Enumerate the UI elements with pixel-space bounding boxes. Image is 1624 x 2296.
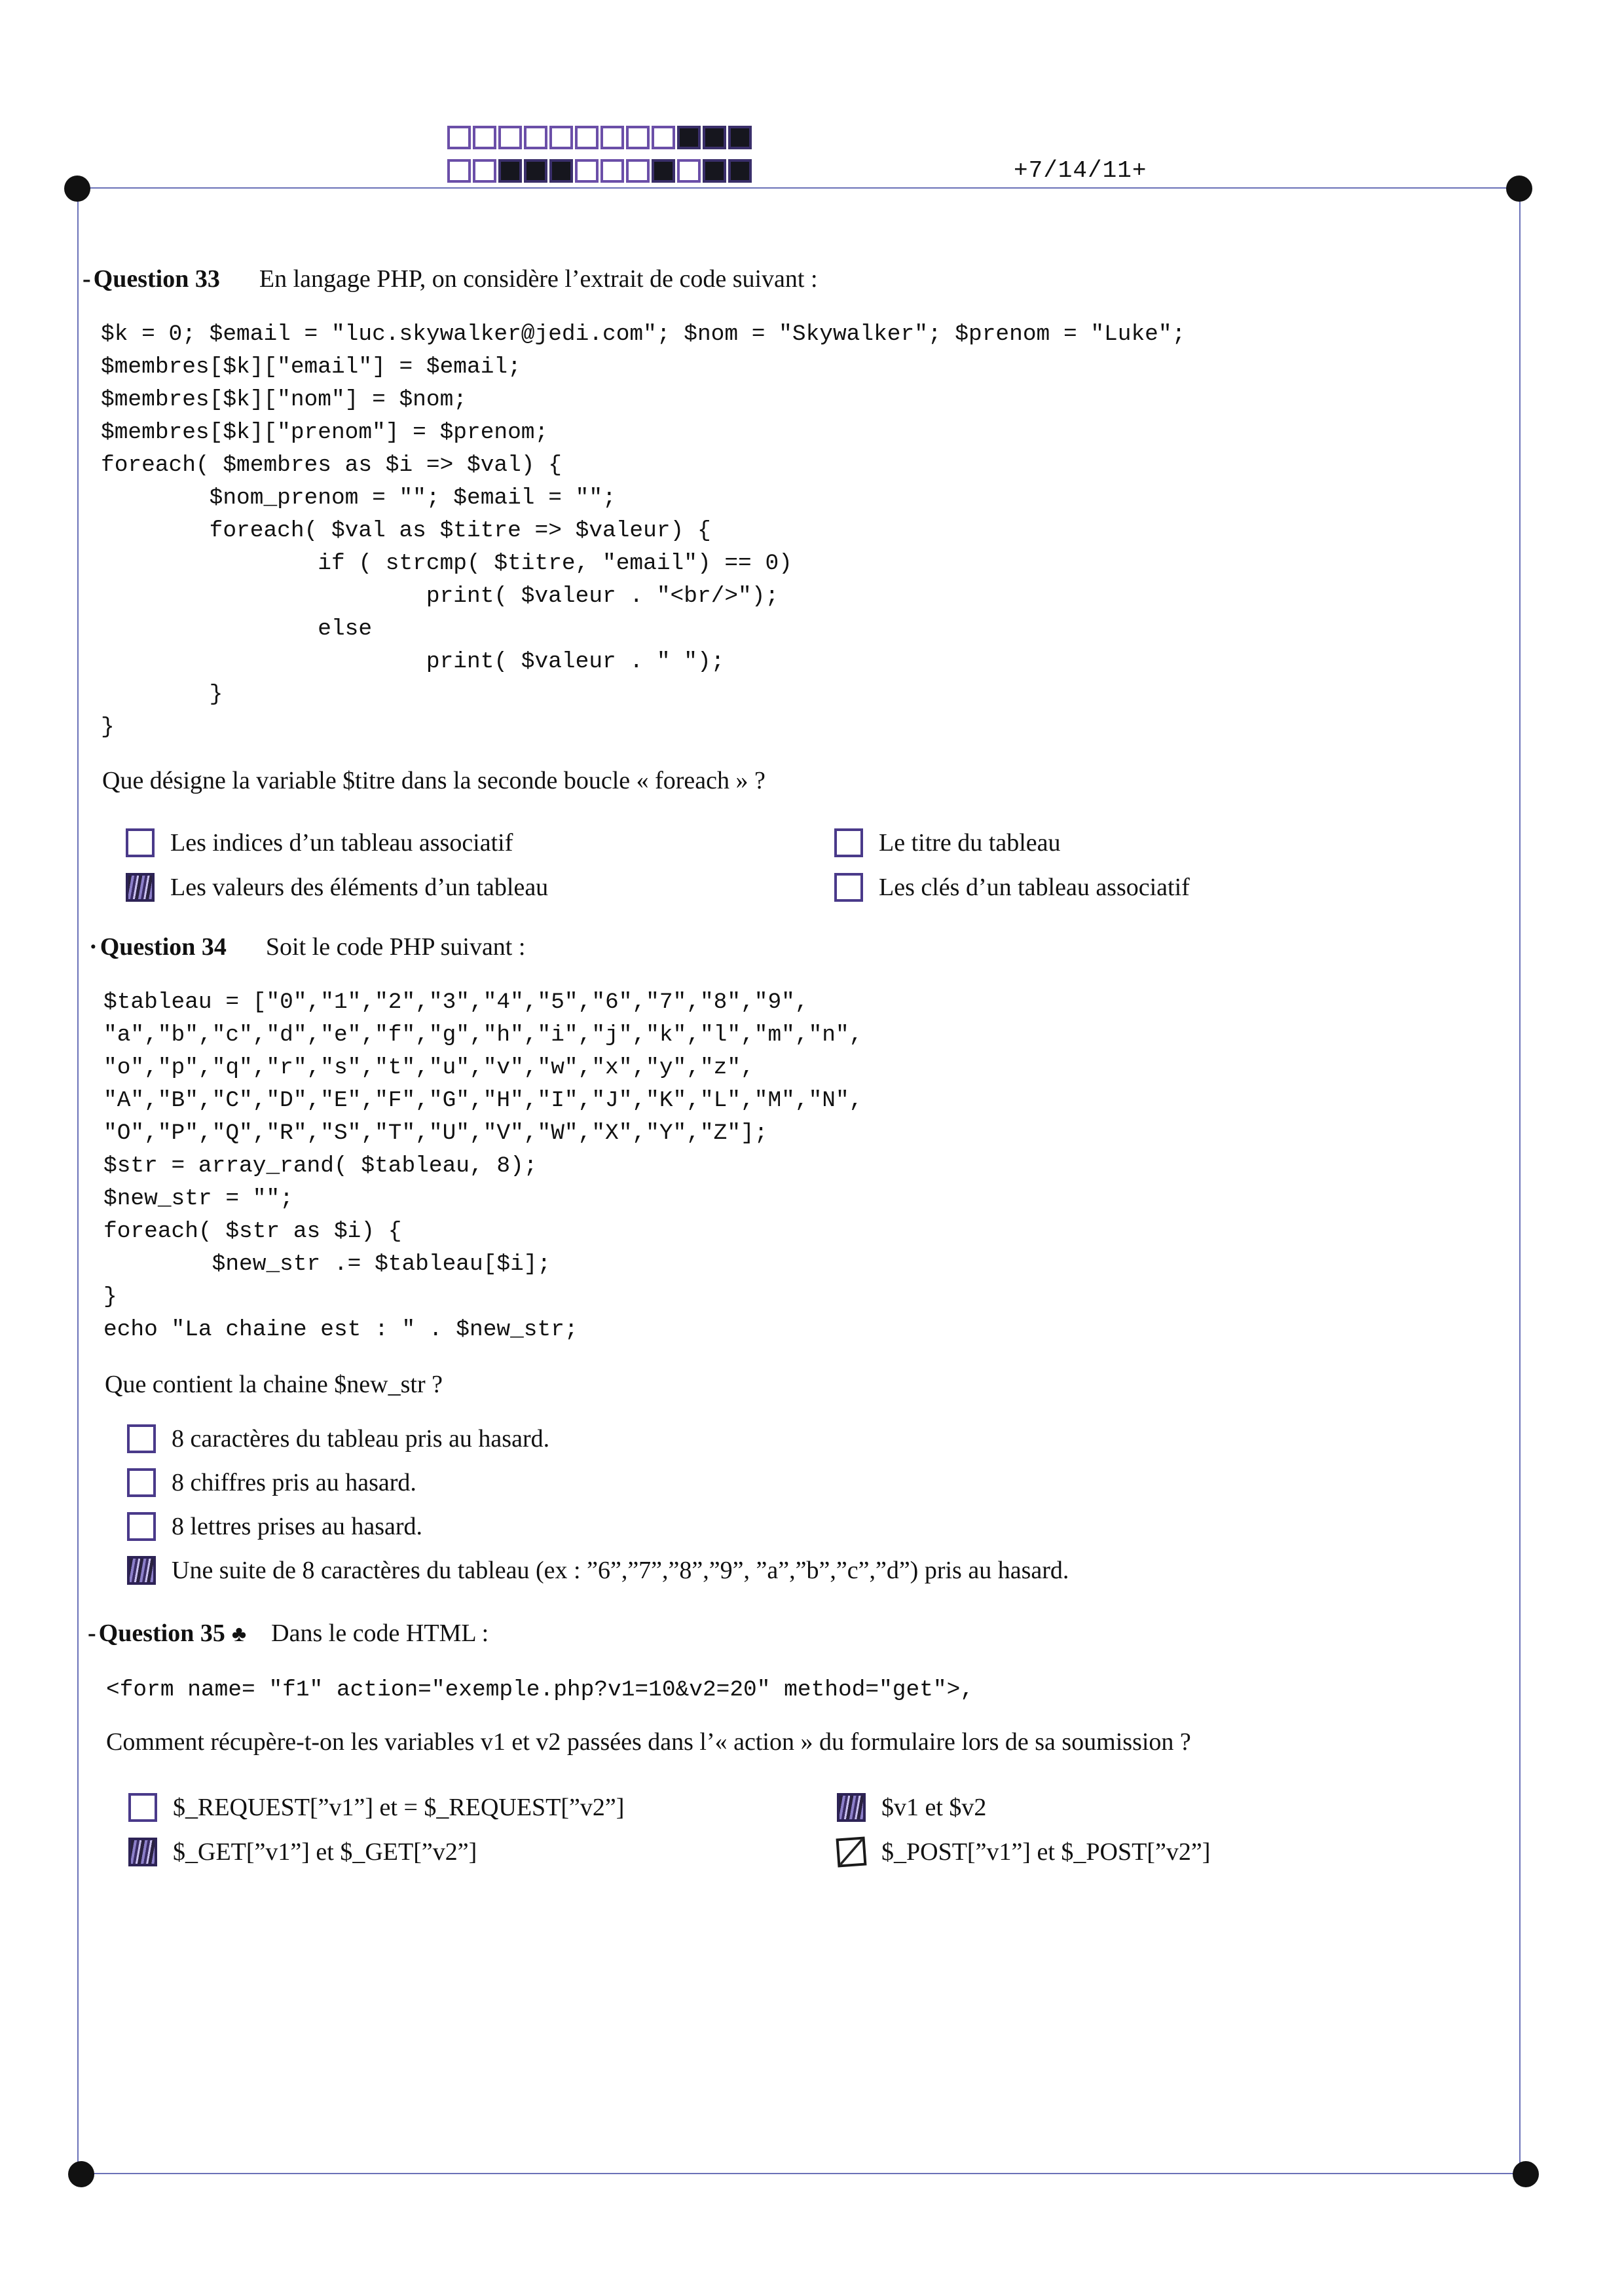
question-34-header [89,933,525,961]
q35-option-post-checkbox[interactable] [836,1837,867,1868]
corner-mark-top-left [64,176,90,202]
question-33-number: Question 33 [93,265,220,293]
q33-option-titre-label: Le titre du tableau [879,829,1061,857]
q35-option-request-checkbox[interactable] [128,1793,157,1822]
id-code-cell [473,159,496,183]
question-34-prompt: Que contient la chaine $new_str ? [105,1371,443,1398]
frame-left-line [77,187,79,2174]
q33-option-cles-checkbox[interactable] [834,873,863,902]
question-35-code: <form name= "f1" action="exemple.php?v1=10&v2=20" method="get">, [106,1677,974,1703]
id-code-cell [524,159,547,183]
q34-option-caracteres-checkbox[interactable] [127,1424,156,1453]
question-35-header [88,1619,489,1648]
q35-option-post[interactable] [837,1838,1210,1866]
id-code-cell [549,126,573,149]
q34-option-lettres[interactable] [127,1512,422,1541]
q33-option-titre[interactable] [834,828,1061,857]
question-35-tick: - [88,1620,96,1647]
id-code-cell [498,126,522,149]
question-34-number: Question 34 [100,933,227,961]
id-code-cell [728,126,752,149]
q33-option-indices-checkbox[interactable] [126,828,155,857]
question-33-tick: - [83,265,91,293]
question-34-code: $tableau = ["0","1","2","3","4","5","6","7","8","9", "a","b","c","d","e","f","g","h","i","j","k","l","m","n", "o","p","q","r","s","t","u","v","w","x","y","z", "A","B","C","D","E","F","G","H","I","J","K","L","M","N", "O","P","Q","R","S","T","U","V","W","X","Y","Z"]; $str = array_rand( $tableau, 8); $new_str = ""; foreach( $str as $i) { $new_str .= $tableau[$i]; } echo "La chaine est : " . $new_str; [103,990,863,1342]
page-code: +7/14/11+ [1014,157,1147,184]
q34-option-chiffres-label: 8 chiffres pris au hasard. [172,1469,416,1496]
q35-option-vars-checkbox[interactable] [837,1793,866,1822]
q33-option-indices[interactable] [126,828,513,857]
question-34-tick: · [89,933,98,961]
q34-option-suite-label: Une suite de 8 caractères du tableau (ex : ”6”,”7”,”8”,”9”, ”a”,”b”,”c”,”d”) pris au hasard. [172,1557,1069,1584]
q35-option-vars[interactable] [837,1793,986,1822]
question-35-intro: Dans le code HTML : [271,1620,489,1647]
corner-mark-top-right [1506,176,1532,202]
q34-option-lettres-checkbox[interactable] [127,1512,156,1541]
frame-right-line [1519,187,1521,2174]
id-code-cell [575,159,599,183]
q34-option-caracteres[interactable] [127,1424,549,1453]
q33-option-titre-checkbox[interactable] [834,828,863,857]
id-code-cell [626,159,650,183]
q33-option-valeurs[interactable] [126,873,548,902]
id-code-cell [447,126,471,149]
id-code-cell [703,126,726,149]
id-code-cell [549,159,573,183]
id-code-cell [652,126,675,149]
q33-option-valeurs-checkbox[interactable] [126,873,155,902]
corner-mark-bottom-left [68,2161,94,2187]
id-code-cell [677,159,701,183]
question-34-intro: Soit le code PHP suivant : [265,933,526,961]
q35-option-request[interactable] [128,1793,624,1822]
id-code-cell [703,159,726,183]
q34-option-chiffres-checkbox[interactable] [127,1468,156,1497]
id-code-cell [600,126,624,149]
club-icon: ♣ [231,1622,247,1646]
question-35-number: Question 35 [98,1620,225,1647]
q33-option-cles-label: Les clés d’un tableau associatif [879,874,1190,901]
id-code-cell [447,159,471,183]
q33-option-indices-label: Les indices d’un tableau associatif [170,829,513,857]
id-code-cell [728,159,752,183]
question-33-intro: En langage PHP, on considère l’extrait de code suivant : [259,265,818,293]
question-33-code: $k = 0; $email = "luc.skywalker@jedi.com"; $nom = "Skywalker"; $prenom = "Luke"; $membres[$k]["email"] = $email; $membres[$k]["nom"] = $nom; $membres[$k]["prenom"] = $prenom; foreach( $membres as $i => $val) { $nom_prenom = ""; $email = ""; foreach( $val as $titre => $valeur) { if ( strcmp( $titre, "email") == 0) print( $valeur . "<br/>"); else print( $valeur . " "); } } [101,322,1186,740]
q35-option-get-checkbox[interactable] [128,1838,157,1866]
frame-top-line [77,187,1519,189]
q35-option-get[interactable] [128,1838,477,1866]
q35-option-post-label: $_POST[”v1”] et $_POST[”v2”] [881,1838,1211,1866]
q34-option-suite-checkbox[interactable] [127,1556,156,1585]
id-code-row-1 [447,126,754,149]
q35-option-vars-label: $v1 et $v2 [881,1794,987,1821]
id-code-row-2 [447,159,754,183]
id-code-cell [498,159,522,183]
corner-mark-bottom-right [1513,2161,1539,2187]
q34-option-lettres-label: 8 lettres prises au hasard. [172,1513,423,1540]
id-code-cell [626,126,650,149]
q35-option-request-label: $_REQUEST[”v1”] et = $_REQUEST[”v2”] [173,1794,625,1821]
question-33-prompt: Que désigne la variable $titre dans la seconde boucle « foreach » ? [102,767,766,794]
id-code-cell [575,126,599,149]
q33-option-valeurs-label: Les valeurs des éléments d’un tableau [170,874,549,901]
question-33-header [83,265,818,293]
q33-option-cles[interactable] [834,873,1190,902]
q34-option-chiffres[interactable] [127,1468,416,1497]
q34-option-suite[interactable] [127,1556,1069,1585]
id-code-cell [652,159,675,183]
question-35-prompt: Comment récupère-t-on les variables v1 et v2 passées dans l’« action » du formulaire lors de sa soumission ? [106,1728,1191,1756]
q35-option-get-label: $_GET[”v1”] et $_GET[”v2”] [173,1838,477,1866]
q34-option-caracteres-label: 8 caractères du tableau pris au hasard. [172,1425,550,1453]
frame-bottom-line [77,2173,1526,2174]
id-code-cell [524,126,547,149]
id-code-cell [677,126,701,149]
id-code-cell [473,126,496,149]
id-code-cell [600,159,624,183]
